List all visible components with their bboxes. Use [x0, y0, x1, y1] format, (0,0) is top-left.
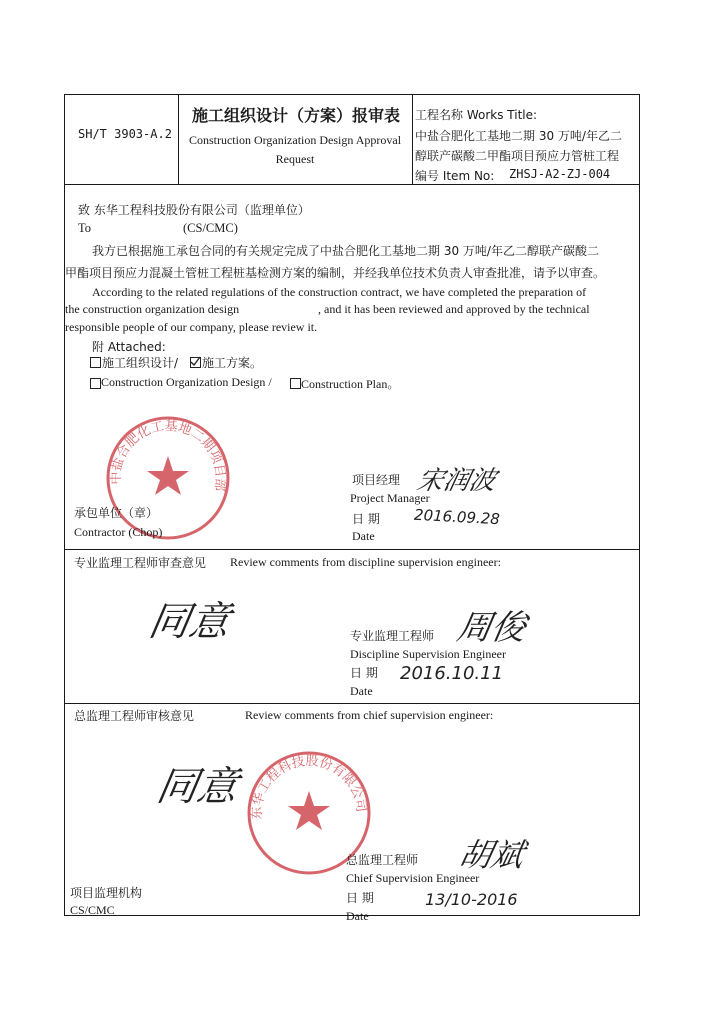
- discipline-review-label-en: Review comments from discipline supervision engineer:: [230, 555, 501, 569]
- statement-en-3: responsible people of our company, please review it.: [65, 320, 318, 334]
- checkbox-design-en[interactable]: [90, 378, 101, 389]
- form-title-en-2: Request: [275, 152, 315, 166]
- item-number-label: 编号 Item No:: [415, 169, 495, 183]
- discipline-comment-handwritten: 同意: [145, 599, 234, 645]
- attach-design-en: Construction Organization Design /: [101, 375, 272, 389]
- form-title-en-1: Construction Organization Design Approval: [188, 133, 402, 147]
- statement-cn-2: 甲酯项目预应力混凝土管桩工程桩基检测方案的编制，并经我单位技术负责人审查批准，请予以审查。: [65, 266, 606, 280]
- header-col-divider-2: [412, 94, 413, 184]
- contractor-stamp: [103, 413, 233, 543]
- project-manager-label-en: Project Manager: [350, 491, 430, 505]
- star-icon: [147, 456, 189, 495]
- checkbox-plan-cn[interactable]: [190, 357, 201, 368]
- form-title: 施工组织设计（方案）报审表: [191, 106, 400, 125]
- pm-date-label-en: Date: [352, 529, 375, 543]
- discipline-date-label-cn: 日 期: [350, 666, 378, 680]
- pm-date-value: 2016.09.28: [413, 505, 501, 529]
- pm-date-label-cn: 日 期: [352, 512, 380, 526]
- chief-date-value: 13/10-2016: [425, 890, 518, 909]
- item-number-value: ZHSJ-A2-ZJ-004: [509, 167, 611, 181]
- attach-plan-en: Construction Plan。: [301, 377, 400, 391]
- project-manager-signature: 宋润波: [414, 466, 499, 496]
- discipline-date-value: 2016.10.11: [400, 663, 504, 684]
- supervision-org-label-en: CS/CMC: [70, 903, 115, 917]
- chief-engineer-signature: 胡斌: [455, 836, 528, 874]
- contractor-label-en: Contractor (Chop): [74, 525, 163, 539]
- chief-review-label-en: Review comments from chief supervision engineer:: [245, 708, 494, 722]
- chief-date-label-cn: 日 期: [346, 891, 374, 905]
- form-code: SH/T 3903-A.2: [78, 127, 172, 141]
- project-name-line-1: 中盐合肥化工基地二期 30 万吨/年乙二: [415, 129, 622, 143]
- chief-engineer-label-cn: 总监理工程师: [346, 853, 419, 867]
- contractor-stamp-text: 中盐合肥化工基地二期项目部: [108, 418, 228, 492]
- header-divider: [64, 184, 640, 185]
- checkbox-plan-en[interactable]: [290, 378, 301, 389]
- section-divider-1: [64, 549, 640, 550]
- project-name-label: 工程名称 Works Title:: [415, 108, 538, 122]
- discipline-date-label-en: Date: [350, 684, 373, 698]
- contractor-label-cn: 承包单位（章）: [74, 506, 159, 520]
- discipline-engineer-signature: 周俊: [453, 608, 529, 648]
- project-manager-label-cn: 项目经理: [352, 473, 401, 487]
- supervision-org-label-cn: 项目监理机构: [70, 886, 143, 900]
- addressee-en-prefix: To: [78, 221, 92, 235]
- star-icon: [288, 791, 330, 830]
- addressee-en-value: (CS/CMC): [183, 221, 238, 235]
- statement-en-2b: , and it has been reviewed and approved by the technical: [318, 302, 590, 316]
- discipline-engineer-label-en: Discipline Supervision Engineer: [350, 647, 506, 661]
- discipline-engineer-label-cn: 专业监理工程师: [350, 629, 435, 643]
- discipline-review-label-cn: 专业监理工程师审查意见: [74, 556, 207, 570]
- chief-date-label-en: Date: [346, 909, 369, 923]
- statement-cn-1: 我方已根据施工承包合同的有关规定完成了中盐合肥化工基地二期 30 万吨/年乙二醇联产碳酸二: [92, 244, 599, 258]
- statement-en-2a: the construction organization design: [65, 302, 240, 316]
- attach-design-cn: 施工组织设计/: [102, 356, 179, 370]
- chief-comment-handwritten: 同意: [153, 764, 242, 810]
- addressee-cn: 致 东华工程科技股份有限公司（监理单位）: [78, 203, 310, 217]
- statement-en-1: According to the related regulations of the construction contract, we have completed the preparation of: [92, 285, 587, 299]
- attached-label: 附 Attached:: [92, 340, 166, 354]
- section-divider-2: [64, 703, 640, 704]
- check-mark-icon: [190, 356, 201, 367]
- project-name-line-2: 醇联产碳酸二甲酯项目预应力管桩工程: [415, 149, 620, 163]
- checkbox-design-cn[interactable]: [90, 357, 101, 368]
- chief-engineer-label-en: Chief Supervision Engineer: [346, 871, 480, 885]
- attach-plan-cn: 施工方案。: [202, 356, 263, 370]
- chief-review-label-cn: 总监理工程师审核意见: [74, 709, 195, 723]
- supervision-stamp-text: 东华工程科技股份有限公司: [249, 753, 369, 820]
